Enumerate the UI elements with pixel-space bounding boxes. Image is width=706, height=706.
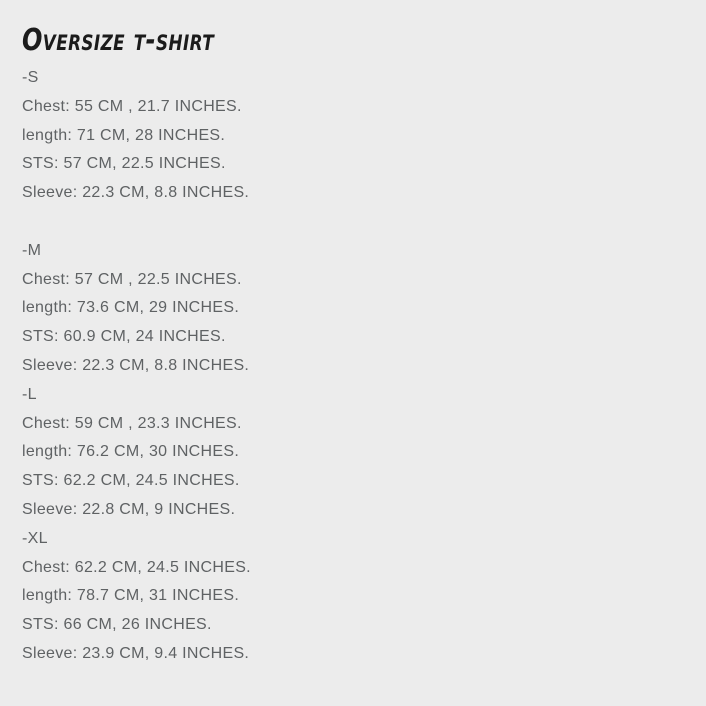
sleeve-measurement: Sleeve: 23.9 CM, 9.4 INCHES. [22, 644, 250, 662]
chest-measurement: Chest: 62.2 CM, 24.5 INCHES. [22, 558, 251, 576]
size-section-xl [22, 525, 686, 669]
chest-measurement: Chest: 59 CM , 23.3 INCHES. [22, 414, 242, 432]
sts-measurement: STS: 60.9 CM, 24 INCHES. [22, 328, 226, 346]
size-label: -XL [22, 529, 48, 547]
size-label: -M [22, 241, 42, 259]
sts-measurement: STS: 62.2 CM, 24.5 INCHES. [22, 472, 240, 490]
size-section-m [22, 237, 686, 381]
length-measurement: length: 71 CM, 28 INCHES. [22, 126, 226, 144]
sts-measurement: STS: 66 CM, 26 INCHES. [22, 616, 212, 634]
page-title: Oversize t-shirt [22, 23, 215, 58]
length-measurement: length: 73.6 CM, 29 INCHES. [22, 299, 240, 317]
chest-measurement: Chest: 57 CM , 22.5 INCHES. [22, 270, 242, 288]
size-section-l [22, 381, 686, 525]
size-section-s [22, 64, 686, 208]
sleeve-measurement: Sleeve: 22.3 CM, 8.8 INCHES. [22, 184, 250, 202]
size-label: -S [22, 69, 39, 86]
length-measurement: length: 78.7 CM, 31 INCHES. [22, 587, 240, 605]
sts-measurement: STS: 57 CM, 22.5 INCHES. [22, 155, 226, 173]
length-measurement: length: 76.2 CM, 30 INCHES. [22, 443, 240, 461]
sleeve-measurement: Sleeve: 22.3 CM, 8.8 INCHES. [22, 356, 250, 374]
sleeve-measurement: Sleeve: 22.8 CM, 9 INCHES. [22, 500, 236, 518]
chest-measurement: Chest: 55 CM , 21.7 INCHES. [22, 97, 242, 115]
size-label: -L [22, 385, 37, 403]
